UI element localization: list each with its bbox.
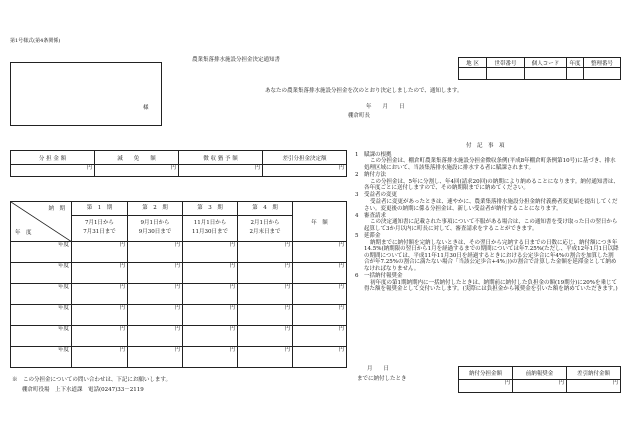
period-label-4: 第 4 期: [238, 202, 292, 216]
note-5-heading: 5 延滞金: [355, 233, 381, 240]
id-cell-district: [459, 68, 487, 80]
period-label-1: 第 1 期: [72, 202, 127, 216]
amount-cell-net: 円: [263, 165, 347, 177]
amount-r2-p4: 円: [238, 263, 293, 284]
note-3-body: 受益者に変更があったときは、速やかに、農業集落排水施設分担金納付義務者変更届を提出してください。変更後の納期に係る分担金は、新しい受益者が納付することになります。: [364, 198, 618, 212]
intro-text: あなたの農業集落排水施設分担金を次のとおり決定しましたので、通知します。: [265, 88, 463, 94]
year-cell-2: 年度: [11, 263, 72, 284]
id-header-household: 世帯番号: [487, 58, 525, 68]
document-title: 農業集落排水施設分担金決定通知書: [192, 57, 281, 63]
amount-table: [10, 150, 347, 177]
amount-r5-p3: 円: [183, 326, 238, 347]
period-from-1: 7月1日から: [85, 220, 114, 226]
amount-r3-p3: 円: [183, 284, 238, 305]
period-header-4: [238, 202, 293, 242]
note-3-heading: 3 受益者の変更: [355, 192, 397, 199]
amount-r5-p4: 円: [238, 326, 293, 347]
amount-header-deferral: 徴 収 猶 予 額: [179, 151, 263, 165]
period-header-2: [128, 202, 183, 242]
note-4-body: この決定通知書に記載された事項について不服がある場合は、この通知書を受け取った日の翌日から起算して3か月以内に町長に対して、審査請求をすることができます。: [364, 219, 618, 232]
contact-info: 棚倉町役場 上下水道課 電話(0247)33－2119: [22, 387, 144, 393]
amount-r6-total: 円: [293, 347, 347, 368]
date-line: 年 月 日: [366, 104, 405, 110]
issuer: 棚倉町長: [348, 113, 371, 119]
note-4-heading: 4 審査請求: [355, 212, 386, 219]
note-2-heading: 2 納付方法: [355, 171, 386, 178]
amount-r5-total: 円: [293, 326, 347, 347]
amount-r4-p3: 円: [183, 305, 238, 326]
amount-r6-p4: 円: [238, 347, 293, 368]
id-cell-year: [567, 68, 584, 80]
notes-section: [355, 151, 619, 293]
note-6-body: 初年度の第1期納期内に一括納付したときは、納期前に納付した負担金の額(19期分)に20%を乗じて得た額を報奨金として交付いたします。(実際には負担金から報奨金を引いた額を納めていただきます。): [364, 279, 618, 293]
note-1-heading: 1 賦課の根拠: [355, 151, 392, 158]
amount-r1-total: 円: [293, 242, 347, 263]
id-header-year: 年度: [567, 58, 584, 68]
note-1-body: この分担金は、棚倉町農業集落排水施設分担金徴収条例(平成8年棚倉町条例第10号)に基づき、排水処理区域において、当該集落排水施設に排水する者に賦課されます。: [364, 158, 616, 171]
address-suffix: 様: [143, 105, 149, 111]
amount-r1-p3: 円: [183, 242, 238, 263]
address-box: [10, 62, 162, 126]
header-period: 納 期: [48, 206, 65, 212]
lump-header-net: 差引納付金額: [567, 367, 621, 380]
period-header-1: [72, 202, 128, 242]
amount-r1-p1: 円: [72, 242, 128, 263]
id-cell-reference: [584, 68, 621, 80]
year-cell-4: 年度: [11, 305, 72, 326]
period-to-3: 11月30日まで: [192, 229, 228, 235]
lump-sum-table: [458, 366, 621, 393]
period-label-2: 第 2 期: [128, 202, 182, 216]
year-cell-5: 年度: [11, 326, 72, 347]
lump-sum-date: 月 日: [367, 366, 390, 372]
amount-r3-p4: 円: [238, 284, 293, 305]
note-6-heading: 6 一括納付報奨金: [355, 273, 403, 280]
amount-r5-p1: 円: [72, 326, 128, 347]
note-2-body: この分担金は、5年に分割し、年4回(請求20回)の納期により納めることになります。納付通知書は、各年度ごとに送付しますので、その納期限までに納めてください。: [364, 178, 619, 192]
schedule-table: [10, 201, 347, 368]
amount-r4-total: 円: [293, 305, 347, 326]
footer-note: ※ この分担金についての問い合わせは、下記にお願いします。: [12, 377, 171, 383]
period-to-1: 7月31日まで: [83, 229, 116, 235]
amount-r1-p4: 円: [238, 242, 293, 263]
year-cell-6: 年度: [11, 347, 72, 368]
lump-cell-reward: 円: [513, 380, 567, 393]
period-label-3: 第 3 期: [183, 202, 237, 216]
amount-r1-p2: 円: [128, 242, 183, 263]
lump-header-reward: 前納報奨金: [513, 367, 567, 380]
period-header-3: [183, 202, 238, 242]
id-table: [458, 57, 621, 80]
id-header-reference: 整理番号: [584, 58, 621, 68]
note-5-body: 納期までに納付額を完納しないときは、その翌日から完納する日までの日数に応じ、納付額につき年14.5%(納期限の翌日から1月を経過するまでの期間については年7.25%(ただし、平成12年1月1日以降の期間については、平成11年11月30日を経過するときにおける公定歩合に年4%の割合を加算した割合が年7.25%の割合に満たない場合「当該公定歩合+4%」))の割合で計算した金額を延滞金として納めなければなりません。: [364, 239, 619, 273]
amount-r2-p1: 円: [72, 263, 128, 284]
schedule-corner: [11, 202, 72, 242]
amount-r4-p1: 円: [72, 305, 128, 326]
notes-title: 付 記 事 項: [466, 143, 505, 149]
id-header-district: 地 区: [459, 58, 487, 68]
lump-cell-net: 円: [567, 380, 621, 393]
amount-header-net: 差引分担金決定額: [263, 151, 347, 165]
header-year: 年 度: [15, 230, 32, 237]
amount-r6-p2: 円: [128, 347, 183, 368]
period-to-2: 9月30日まで: [138, 229, 172, 235]
amount-r3-p2: 円: [128, 284, 183, 305]
amount-r3-total: 円: [293, 284, 347, 305]
amount-cell-deferral: 円: [179, 165, 263, 177]
year-cell-1: 年度: [11, 242, 72, 263]
amount-r6-p1: 円: [72, 347, 128, 368]
amount-r4-p2: 円: [128, 305, 183, 326]
total-header: 年 額: [293, 202, 347, 242]
amount-r2-total: 円: [293, 263, 347, 284]
period-from-2: 9月1日から: [140, 220, 170, 226]
amount-r3-p1: 円: [72, 284, 128, 305]
form-number: 第1号様式(第4条関係): [10, 38, 61, 44]
amount-cell-exemption: 円: [95, 165, 179, 177]
amount-header-assessed: 分 担 金 額: [11, 151, 95, 165]
amount-r2-p2: 円: [128, 263, 183, 284]
amount-r6-p3: 円: [183, 347, 238, 368]
amount-r5-p2: 円: [128, 326, 183, 347]
amount-r2-p3: 円: [183, 263, 238, 284]
id-header-personal-code: 個人コード: [525, 58, 567, 68]
amount-cell-assessed: 円: [11, 165, 95, 177]
period-from-4: 2月1日から: [250, 220, 280, 226]
amount-header-exemption: 減 免 額: [95, 151, 179, 165]
lump-sum-deadline: までに納付したとき: [357, 376, 407, 382]
id-cell-household: [487, 68, 525, 80]
amount-r4-p4: 円: [238, 305, 293, 326]
year-cell-3: 年度: [11, 284, 72, 305]
lump-header-payment: 納付分担金額: [459, 367, 513, 380]
id-cell-personal-code: [525, 68, 567, 80]
period-from-3: 11月1日から: [193, 220, 227, 226]
period-to-4: 2月末日まで: [249, 229, 281, 235]
lump-cell-payment: 円: [459, 380, 513, 393]
